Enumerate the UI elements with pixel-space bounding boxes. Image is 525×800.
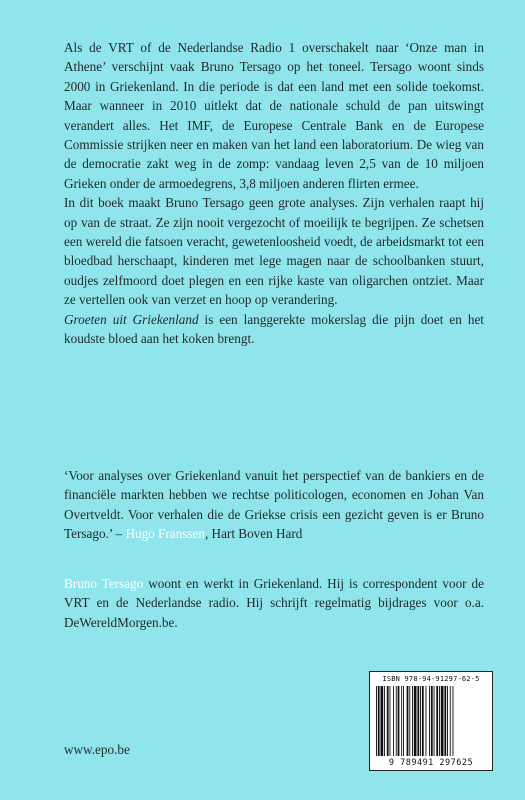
author-name: Bruno Tersago	[64, 576, 144, 591]
isbn-label: ISBN 978-94-91297-62-5	[382, 675, 480, 683]
quote-paragraph	[64, 466, 484, 544]
review-quote	[64, 466, 484, 544]
author-bio	[64, 574, 484, 632]
bio-paragraph	[64, 574, 484, 632]
blurb-paragraph-1: Als de VRT of de Nederlandse Radio 1 overschakelt naar ‘Onze man in Athene’ verschijnt vaak Bruno Tersago op het toneel. Tersago woont sinds 2000 in Griekenland. In die periode is dat een land met een solide toekomst. Maar wanneer in 2010 uitlekt dat de nationale schuld de pan uitswingt verandert alles. Het IMF, de Europese Centrale Bank en de Europese Commissie strijken neer en maken van het land een laboratorium. De wieg van de democratie zakt weg in de zomp: vandaag leven 2,5 van de 10 miljoen Grieken onder de armoedegrens, 3,8 miljoen anderen flirten ermee.	[64, 40, 484, 191]
isbn-barcode	[369, 671, 493, 771]
bio-text: woont en werkt in Griekenland. Hij is correspondent voor de VRT en de Nederlandse radio. Hij schrijft regelmatig bijdrages voor o.a. DeWereldMorgen.be.	[64, 576, 484, 630]
quote-text: ‘Voor analyses over Griekenland vanuit het perspectief van de bankiers en de financiële markten hebben we rechtse politicologen, economen en Johan Van Overtveldt. Voor verhalen die de Griekse crisis een gezicht geven is er Bruno Tersago.’ –	[64, 468, 484, 542]
blurb-paragraph-3-rest: is een langgerekte mokerslag die pijn doet en het koudste bloed aan het koken brengt.	[64, 311, 484, 347]
publisher-website: www.epo.be	[64, 742, 130, 757]
blurb-text	[64, 38, 484, 349]
book-title: Groeten uit Griekenland	[64, 311, 199, 327]
quote-source: , Hart Boven Hard	[204, 526, 303, 542]
barcode-digits: 9 789491 297625	[388, 758, 474, 768]
quote-author: Hugo Franssen	[125, 526, 205, 542]
blurb-paragraph-3	[64, 310, 484, 349]
blurb-paragraph-2: In dit boek maakt Bruno Tersago geen grote analyses. Zijn verhalen raapt hij op van de straat. Ze zijn nooit vergezocht of moeilijk te begrijpen. Ze schetsen een wereld die fatsoen veracht, gewetenloosheid voedt, de arbeidsmarkt tot een bloedbad herschaapt, kinderen met lege magen naar de schoolbanken stuurt, oudjes zelfmoord doet plegen en een rijke kaste van oligarchen ontziet. Maar ze vertellen ook van verzet en hoop op verandering.	[64, 195, 484, 308]
barcode-bars	[376, 686, 486, 756]
